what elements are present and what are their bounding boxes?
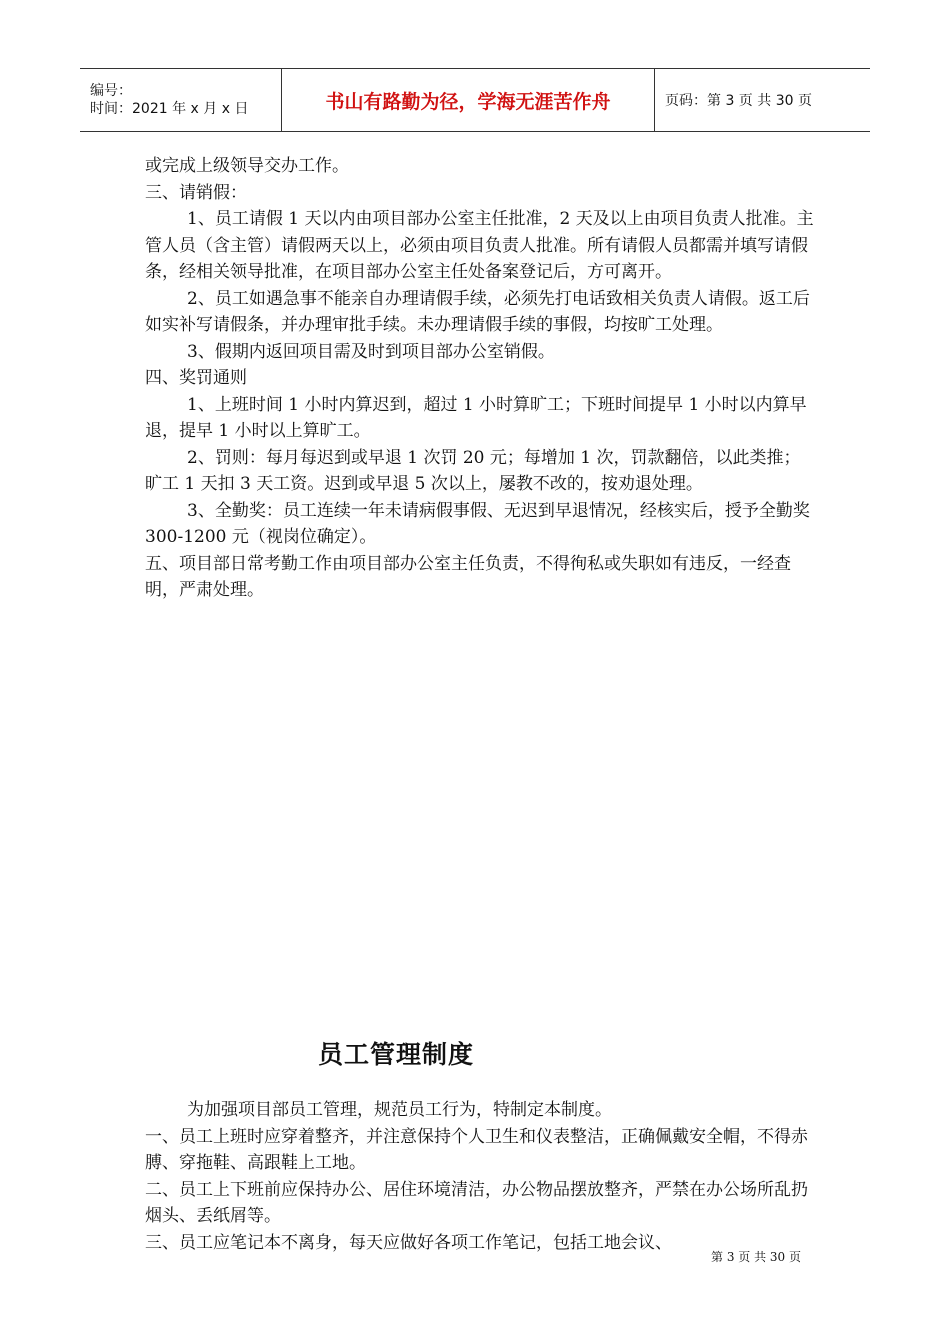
page-header xyxy=(80,68,870,132)
paragraph: 三、请销假： xyxy=(145,182,247,203)
paragraph: 或完成上级领导交办工作。 xyxy=(145,156,349,176)
paragraph: 四、奖罚通则 xyxy=(145,368,247,388)
document-number: 编号： xyxy=(90,83,132,99)
attendance-rules-section xyxy=(145,153,815,604)
paragraph: 为加强项目部员工管理，规范员工行为，特制定本制度。 xyxy=(187,1100,612,1120)
header-meta xyxy=(80,69,282,131)
paragraph: 五、项目部日常考勤工作由项目部办公室主任负责，不得徇私或失职如有违反，一经查明，严肃处理。 xyxy=(145,553,791,600)
page-footer: 第 3 页 共 30 页 xyxy=(711,1250,801,1264)
document-title: 员工管理制度 xyxy=(318,1040,475,1069)
header-page-info: 页码：第 3 页 共 30 页 xyxy=(665,93,812,109)
paragraph: 一、员工上班时应穿着整齐，并注意保持个人卫生和仪表整洁，正确佩戴安全帽，不得赤膊、穿拖鞋、高跟鞋上工地。 xyxy=(145,1126,808,1173)
paragraph: 3、全勤奖：员工连续一年未请病假事假、无迟到早退情况，经核实后，授予全勤奖 300-1200 元（视岗位确定）。 xyxy=(145,500,810,547)
paragraph: 2、罚则：每月每迟到或早退 1 次罚 20 元；每增加 1 次，罚款翻倍，以此类推；旷工 1 天扣 3 天工资。迟到或早退 5 次以上，屡教不改的，按劝退处理。 xyxy=(145,447,801,494)
paragraph: 二、员工上下班前应保持办公、居住环境清洁，办公物品摆放整齐，严禁在办公场所乱扔烟头、丢纸屑等。 xyxy=(145,1179,808,1226)
paragraph: 2、员工如遇急事不能亲自办理请假手续，必须先打电话致相关负责人请假。返工后如实补写请假条，并办理审批手续。未办理请假手续的事假，均按旷工处理。 xyxy=(145,288,810,335)
employee-management-section xyxy=(145,1097,815,1256)
document-date: 时间：2021 年 x 月 x 日 xyxy=(90,101,249,117)
paragraph: 1、上班时间 1 小时内算迟到，超过 1 小时算旷工；下班时间提早 1 小时以内算早退，提早 1 小时以上算旷工。 xyxy=(145,394,807,441)
paragraph: 三、员工应笔记本不离身，每天应做好各项工作笔记，包括工地会议、 xyxy=(145,1232,672,1253)
paragraph: 3、假期内返回项目需及时到项目部办公室销假。 xyxy=(187,341,555,362)
header-motto: 书山有路勤为径，学海无涯苦作舟 xyxy=(282,69,655,131)
paragraph: 1、员工请假 1 天以内由项目部办公室主任批准，2 天及以上由项目负责人批准。主管人员（含主管）请假两天以上，必须由项目负责人批准。所有请假人员都需并填写请假条，经相关领导批准，在项目部办公室主任处备案登记后，方可离开。 xyxy=(145,209,814,282)
